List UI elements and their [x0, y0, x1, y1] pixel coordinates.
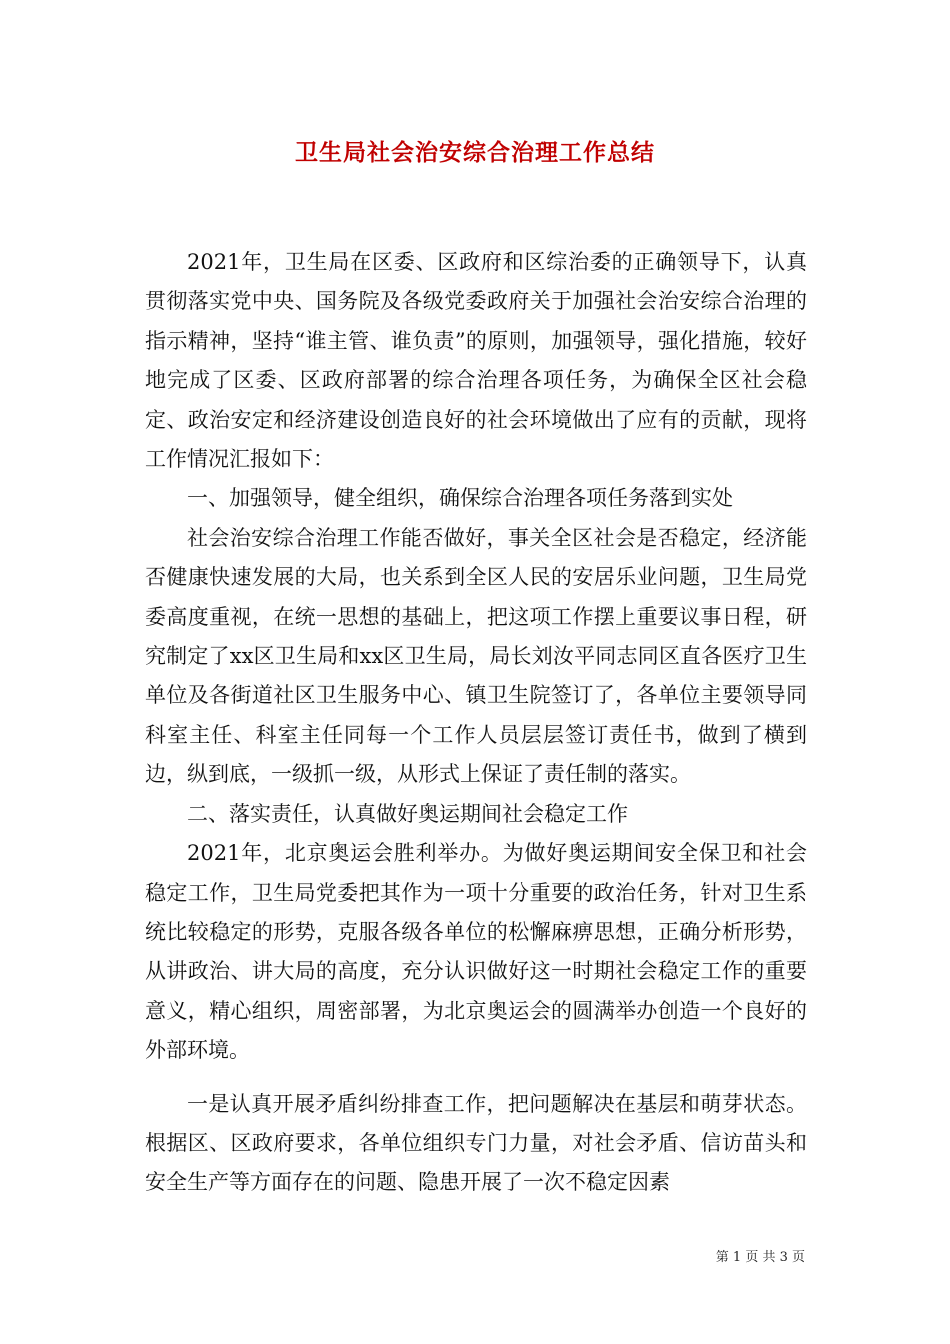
document-body [145, 243, 807, 1203]
document-title: 卫生局社会治安综合治理工作总结 [295, 139, 655, 166]
paragraph-section-2: 2021年，北京奥运会胜利举办。为做好奥运期间安全保卫和社会稳定工作，卫生局党委把其作为一项十分重要的政治任务，针对卫生系统比较稳定的形势，克服各级各单位的松懈麻痹思想，正确分析形势，从讲政治、讲大局的高度，充分认识做好这一时期社会稳定工作的重要意义，精心组织，周密部署，为北京奥运会的圆满举办创造一个良好的外部环境。 [145, 841, 807, 1063]
page-number: 第 1 页 共 3 页 [715, 1250, 805, 1265]
section-heading-2: 二、落实责任，认真做好奥运期间社会稳定工作 [187, 801, 628, 826]
paragraph-item-1: 一是认真开展矛盾纠纷排查工作，把问题解决在基层和萌芽状态。根据区、区政府要求，各单位组织专门力量，对社会矛盾、信访苗头和安全生产等方面存在的问题、隐患开展了一次不稳定因素 [145, 1091, 807, 1195]
section-heading-1: 一、加强领导，健全组织，确保综合治理各项任务落到实处 [187, 486, 733, 511]
paragraph-intro: 2021年，卫生局在区委、区政府和区综治委的正确领导下，认真贯彻落实党中央、国务院及各级党委政府关于加强社会治安综合治理的指示精神，坚持“谁主管、谁负责”的原则，加强领导，强化措施，较好地完成了区委、区政府部署的综合治理各项任务，为确保全区社会稳定、政治安定和经济建设创造良好的社会环境做出了应有的贡献，现将工作情况汇报如下： [145, 250, 807, 472]
paragraph-section-1: 社会治安综合治理工作能否做好，事关全区社会是否稳定，经济能否健康快速发展的大局，也关系到全区人民的安居乐业问题，卫生局党委高度重视，在统一思想的基础上，把这项工作摆上重要议事日程，研究制定了xx区卫生局和xx区卫生局，局长刘汝平同志同区直各医疗卫生单位及各街道社区卫生服务中心、镇卫生院签订了，各单位主要领导同科室主任、科室主任同每一个工作人员层层签订责任书，做到了横到边，纵到底，一级抓一级，从形式上保证了责任制的落实。 [145, 525, 807, 787]
